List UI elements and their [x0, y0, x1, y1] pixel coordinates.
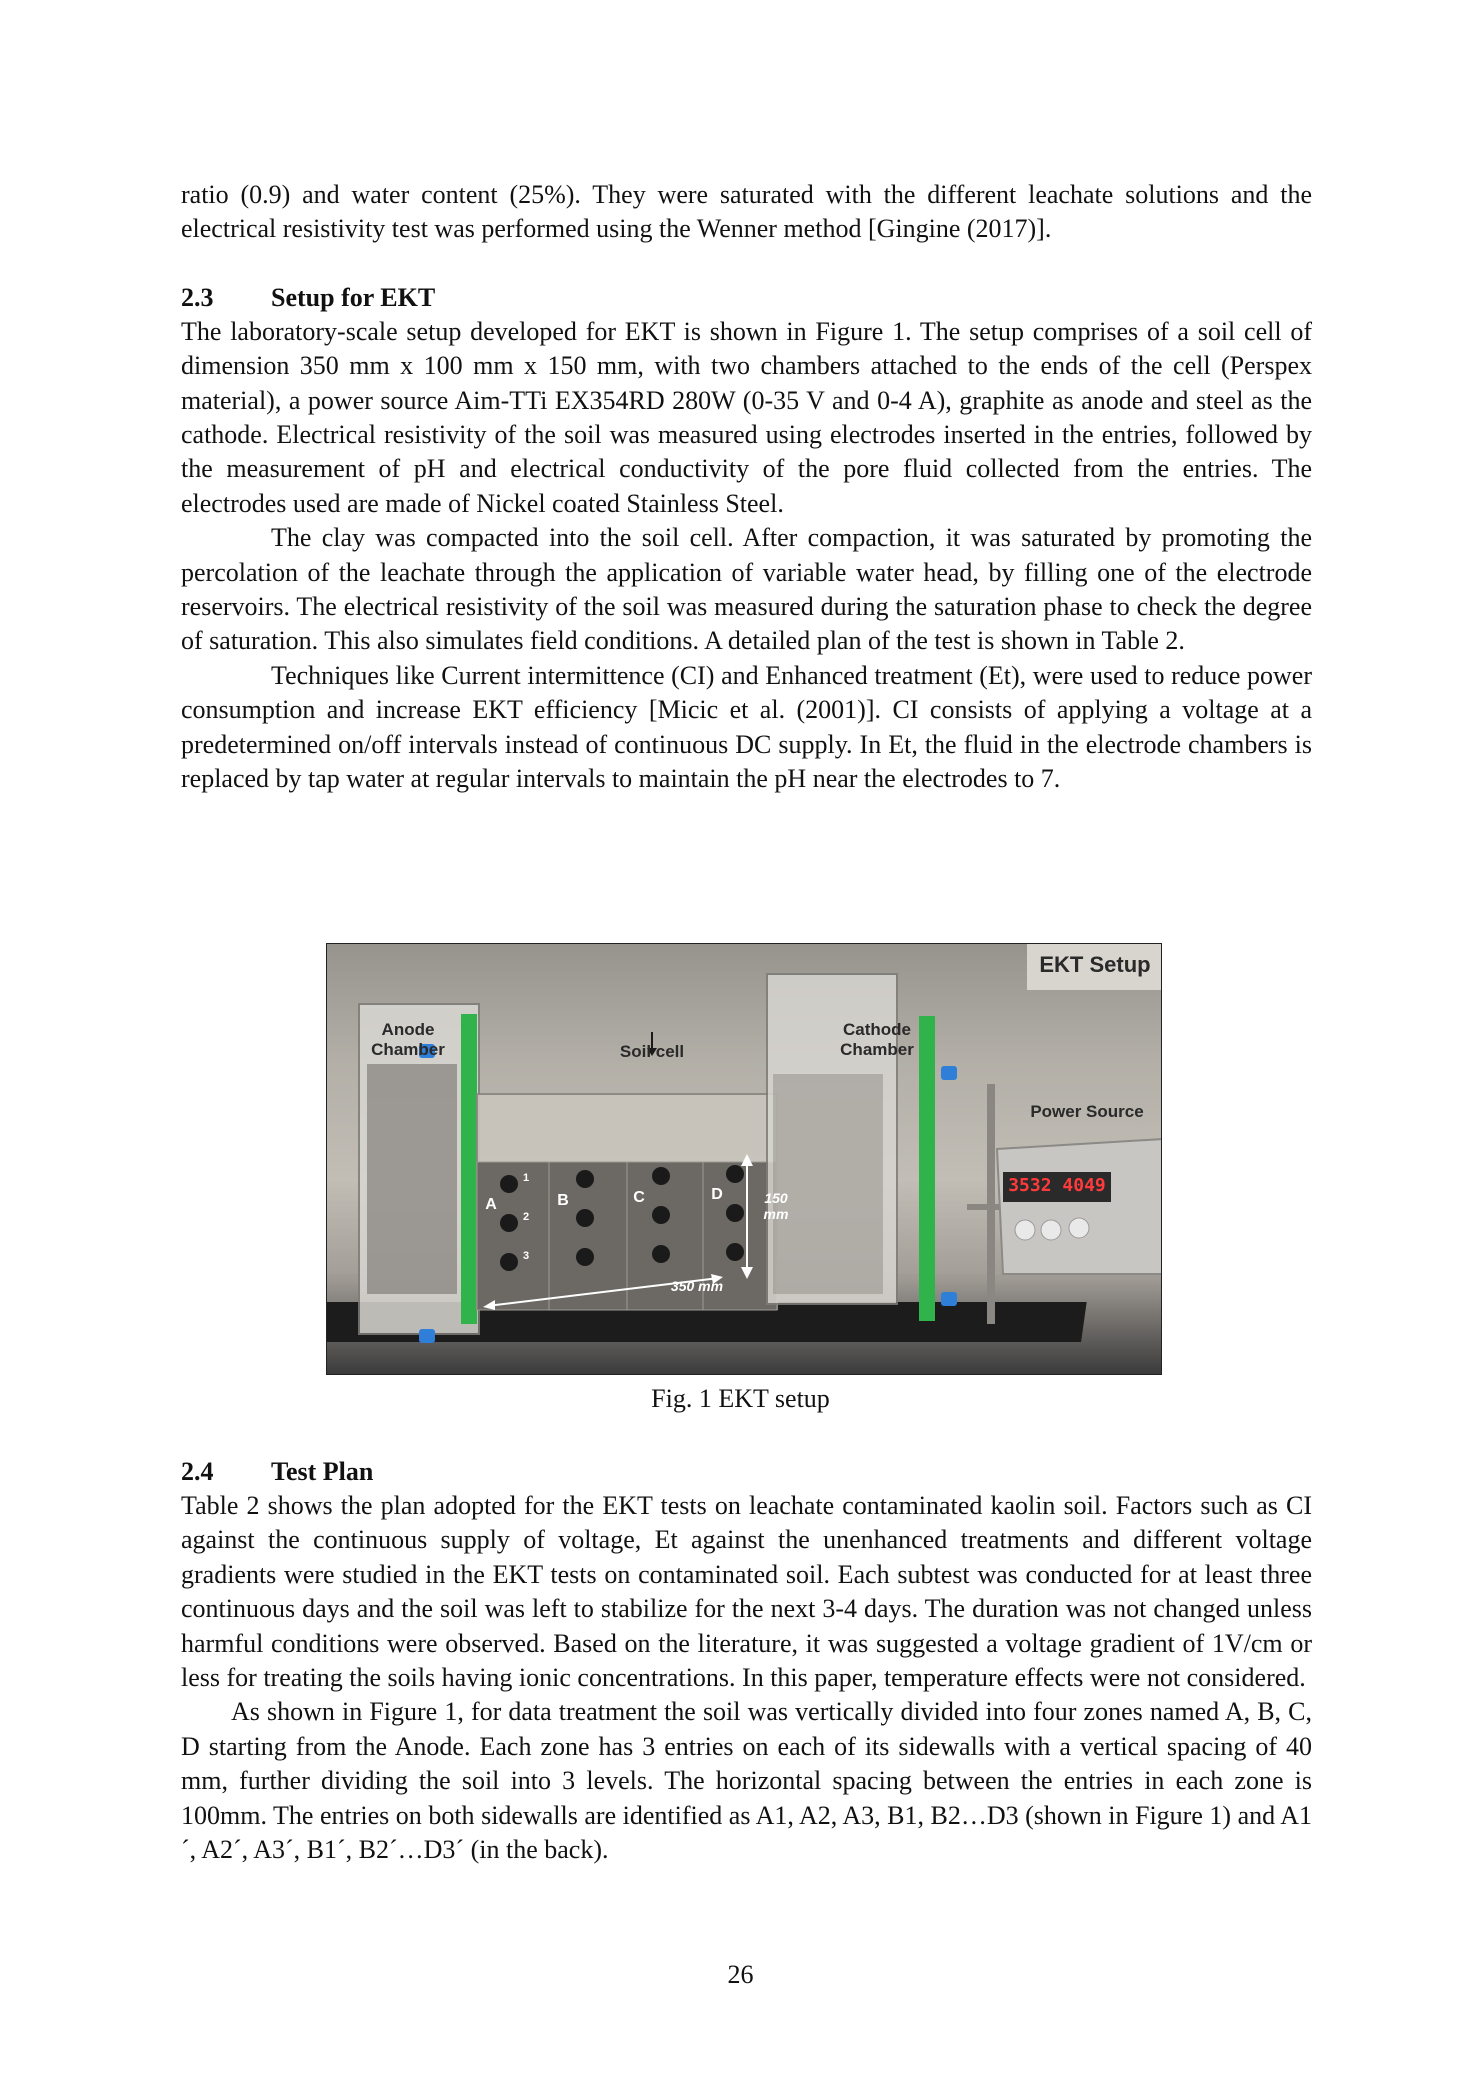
paragraph: The clay was compacted into the soil cell. After compaction, it was saturated by promoting the percolation of the leachate through the application of variable water head, by filling one of the electrode reservoirs. The electrical resistivity of the soil was measured during the saturation phase to check the degree of saturation. This also simulates field conditions. A detailed plan of the test is shown in Table 2. [181, 523, 1312, 656]
section-title: Test Plan [271, 1457, 374, 1486]
section-heading-2-4 [181, 1455, 1312, 1489]
paragraph: As shown in Figure 1, for data treatment the soil was vertically divided into four zones named A, B, C, D starting from the Anode. Each zone has 3 entries on each of its sidewalls with a vertical spacing of 40 mm, further dividing the soil into 3 levels. The horizontal spacing between the entries in each zone is 100mm. The entries on both sidewalls are identified as A1, A2, A3, B1, B2…D3 (shown in Figure 1) and A1´, A2´, A3´, B1´, B2´…D3´ (in the back). [181, 1697, 1312, 1865]
zone-label-d: D [711, 1186, 723, 1203]
entry-number: 3 [522, 1250, 530, 1262]
section-title: Setup for EKT [271, 282, 436, 312]
zone-label-b: B [557, 1192, 569, 1209]
figure-title-box: EKT Setup [1039, 952, 1151, 977]
paragraph: The laboratory-scale setup developed for EKT is shown in Figure 1. The setup comprises of a soil cell of dimension 350 mm x 100 mm x 150 mm, with two chambers attached to the ends of the cell (Perspex material), a power source Aim-TTi EX354RD 280W (0-35 V and 0-4 A), graphite as anode and steel as the cathode. Electrical resistivity of the soil was measured using electrodes inserted in the entries, followed by the measurement of pH and electrical conductivity of the pore fluid collected from the entries. The electrodes used are made of Nickel coated Stainless Steel. [181, 316, 1312, 518]
figure-caption: Fig. 1 EKT setup [651, 1384, 830, 1413]
ekt-setup-figure [326, 943, 1162, 1375]
section-number: 2.4 [181, 1457, 214, 1486]
ekt-setup-photo [327, 944, 1162, 1375]
power-display-readout: 3532 4049 [1008, 1175, 1106, 1196]
body-text-bottom [181, 1455, 1312, 1867]
power-source-label: Power Source [1030, 1102, 1144, 1121]
paragraph: Table 2 shows the plan adopted for the EKT tests on leachate contaminated kaolin soil. Factors such as CI against the continuous supply of voltage, Et against the unenhanced treatments and different voltage gradients were studied in the EKT tests on contaminated soil. Each subtest was conducted for at least three continuous days and the soil was left to stabilize for the next 3-4 days. The duration was not changed unless harmful conditions were observed. Based on the literature, it was suggested a voltage gradient of 1V/cm or less for treating the soils having ionic concentrations. In this paper, temperature effects were not considered. [181, 1491, 1312, 1693]
section-heading-2-3 [181, 281, 1312, 315]
anode-chamber-label: Anode Chamber [371, 1020, 445, 1059]
height-dimension-label: 150 mm [763, 1190, 789, 1223]
page-number: 26 [727, 1960, 754, 1989]
section-number: 2.3 [181, 282, 214, 312]
soil-cell-label: Soil cell [619, 1042, 685, 1061]
entry-number: 2 [522, 1211, 530, 1223]
width-dimension-label: 350 mm [670, 1278, 724, 1294]
entry-number: 1 [522, 1172, 530, 1184]
cathode-chamber-label: Cathode Chamber [840, 1020, 914, 1059]
paragraph: Techniques like Current intermittence (CI) and Enhanced treatment (Et), were used to reduce power consumption and increase EKT efficiency [Micic et al. (2001)]. CI consists of applying a voltage at a predetermined on/off intervals instead of continuous DC supply. In Et, the fluid in the electrode chambers is replaced by tap water at regular intervals to maintain the pH near the electrodes to 7. [181, 660, 1312, 794]
zone-label-c: C [633, 1189, 645, 1206]
body-text-top [181, 178, 1312, 797]
zone-label-a: A [485, 1196, 497, 1213]
intro-paragraph: ratio (0.9) and water content (25%). They were saturated with the different leachate solutions and the electrical resistivity test was performed using the Wenner method [Gingine (2017)]. [181, 180, 1312, 244]
